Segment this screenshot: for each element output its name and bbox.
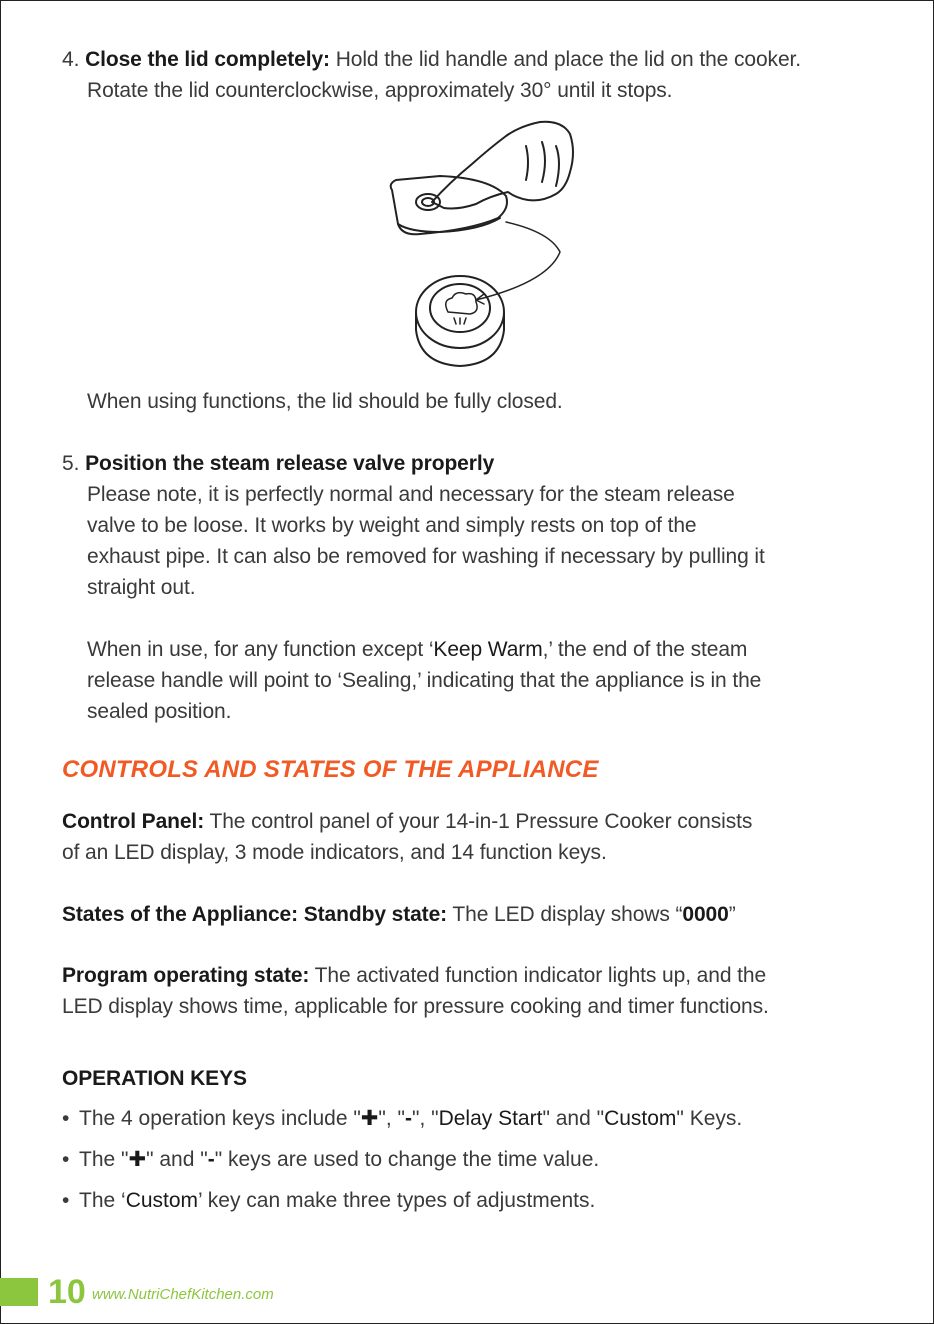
footer-accent-bar xyxy=(0,1278,38,1306)
step5-p1-line: valve to be loose. It works by weight and simply rests on top of the xyxy=(87,514,697,537)
program-line1 xyxy=(62,960,766,991)
program-line2: LED display shows time, applicable for pressure cooking and timer functions. xyxy=(62,995,769,1018)
text: ", " xyxy=(411,1107,439,1130)
bullet-icon: • xyxy=(62,1148,70,1171)
control-panel-line2: of an LED display, 3 mode indicators, and 14 function keys. xyxy=(62,841,607,864)
text: The LED display shows “ xyxy=(447,903,683,926)
control-panel-label: Control Panel: xyxy=(62,810,205,833)
delay-start-key-label: Delay Start xyxy=(438,1107,543,1130)
text: The " xyxy=(79,1148,129,1171)
section-heading: CONTROLS AND STATES OF THE APPLIANCE xyxy=(62,756,599,783)
cooker-lid xyxy=(416,276,504,348)
text: The 4 operation keys include " xyxy=(79,1107,361,1130)
states-label: States of the Appliance: Standby state: xyxy=(62,903,448,926)
step5-p2-line: release handle will point to ‘Sealing,’ indicating that the appliance is in the xyxy=(87,669,762,692)
footer-website-link[interactable]: www.NutriChefKitchen.com xyxy=(92,1286,274,1303)
text: " and " xyxy=(542,1107,605,1130)
step-number: 5. xyxy=(62,452,86,475)
minus-icon: - xyxy=(404,1107,412,1130)
custom-key-label: Custom xyxy=(604,1107,677,1130)
step5-p1-line: straight out. xyxy=(87,576,196,599)
program-state-label: Program operating state: xyxy=(62,964,310,987)
step-number: 4. xyxy=(62,48,86,71)
step4-text: Hold the lid handle and place the lid on the cooker. xyxy=(329,48,801,71)
page-number: 10 xyxy=(48,1273,86,1311)
step5-p1-line: exhaust pipe. It can also be removed for washing if necessary by pulling it xyxy=(87,545,765,568)
text: " Keys. xyxy=(676,1107,743,1130)
lid-note: When using functions, the lid should be fully closed. xyxy=(87,390,563,413)
plus-icon: ✚ xyxy=(128,1148,147,1171)
step4-title: Close the lid completely: xyxy=(85,48,330,71)
text: ", " xyxy=(378,1107,405,1130)
standby-display-value: 0000 xyxy=(682,903,729,926)
step4-line1 xyxy=(62,44,801,75)
step5-p2-line xyxy=(87,634,747,665)
text: When in use, for any function except ‘ xyxy=(87,638,434,661)
operation-keys-title: OPERATION KEYS xyxy=(62,1067,247,1090)
step5-p2-line: sealed position. xyxy=(87,700,232,723)
step5-title-line xyxy=(62,448,494,479)
list-item xyxy=(62,1103,742,1134)
text: The activated function indicator lights up, and the xyxy=(309,964,767,987)
step5-title: Position the steam release valve properly xyxy=(85,452,495,475)
bullet-icon: • xyxy=(62,1107,70,1130)
hand-drawing xyxy=(432,122,573,209)
text: ,’ the end of the steam xyxy=(542,638,748,661)
lid-valve-illustration xyxy=(380,112,580,372)
bullet-icon: • xyxy=(62,1189,70,1212)
text: " and " xyxy=(146,1148,208,1171)
text: ” xyxy=(728,903,736,926)
list-item xyxy=(62,1144,599,1175)
step5-p1-line: Please note, it is perfectly normal and necessary for the steam release xyxy=(87,483,735,506)
keep-warm-key-label: Keep Warm xyxy=(433,638,543,661)
custom-key-label: Custom xyxy=(125,1189,199,1212)
text: ’ key can make three types of adjustments. xyxy=(198,1189,596,1212)
states-line xyxy=(62,899,736,930)
minus-icon: - xyxy=(207,1148,215,1171)
text: The ‘ xyxy=(79,1189,126,1212)
plus-icon: ✚ xyxy=(360,1107,379,1130)
list-item xyxy=(62,1185,595,1216)
control-panel-line1 xyxy=(62,806,752,837)
text: " keys are used to change the time value. xyxy=(214,1148,600,1171)
pointer-line xyxy=(476,222,560,300)
text: The control panel of your 14-in-1 Pressure Cooker consists xyxy=(204,810,753,833)
step4-line2: Rotate the lid counterclockwise, approximately 30° until it stops. xyxy=(87,79,673,102)
